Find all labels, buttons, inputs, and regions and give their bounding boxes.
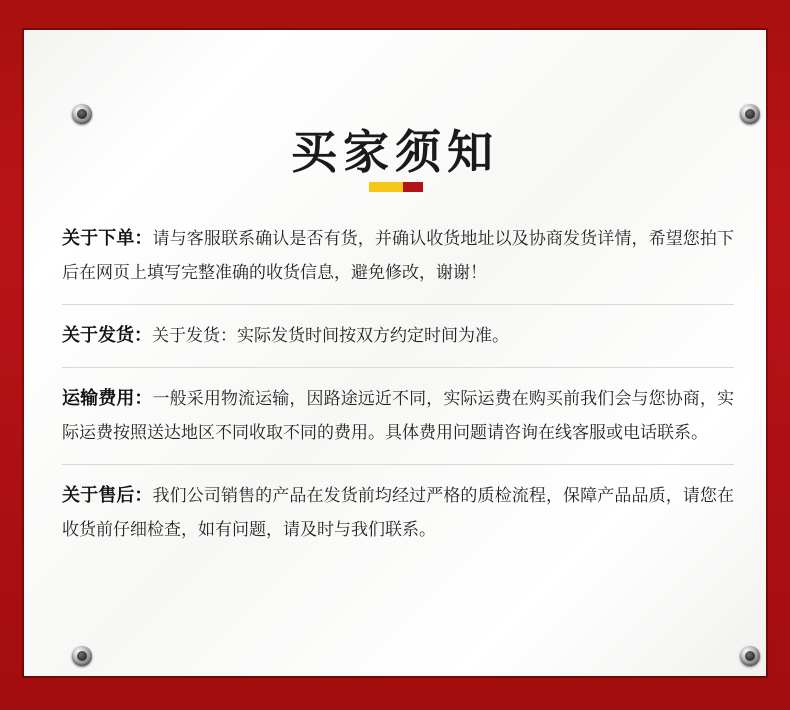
notice-section-label: 关于下单： [62, 228, 153, 249]
notice-plate [24, 30, 766, 676]
notice-section-text: 关于发货：实际发货时间按双方约定时间为准。 [152, 326, 509, 346]
notice-section-after-sales [62, 465, 734, 561]
notice-section-label: 运输费用： [62, 388, 153, 409]
notice-content [62, 208, 734, 561]
notice-paragraph [62, 319, 734, 353]
divider-segment-red [403, 182, 423, 192]
screw-bottom-right-icon [740, 646, 760, 666]
notice-section-label: 关于发货： [62, 325, 152, 346]
notice-paragraph [62, 479, 734, 547]
notice-paragraph [62, 382, 734, 450]
notice-paragraph [62, 222, 734, 290]
notice-section-text: 一般采用物流运输，因路途远近不同，实际运费在购买前我们会与您协商，实际运费按照送达地区不同收取不同的费用。具体费用问题请咨询在线客服或电话联系。 [62, 389, 735, 443]
notice-section-shipping [62, 305, 734, 368]
title-divider [369, 182, 423, 192]
notice-section-text: 请与客服联系确认是否有货，并确认收货地址以及协商发货详情，希望您拍下后在网页上填写完整准确的收货信息，避免修改，谢谢！ [62, 229, 735, 283]
page-title: 买家须知 [291, 125, 499, 179]
divider-segment-yellow [369, 182, 403, 192]
notice-section-label: 关于售后： [62, 485, 153, 506]
screw-bottom-left-icon [72, 646, 92, 666]
notice-section-ordering [62, 208, 734, 305]
notice-section-text: 我们公司销售的产品在发货前均经过严格的质检流程，保障产品品质，请您在收货前仔细检查，如有问题，请及时与我们联系。 [62, 486, 735, 540]
notice-section-freight [62, 368, 734, 465]
